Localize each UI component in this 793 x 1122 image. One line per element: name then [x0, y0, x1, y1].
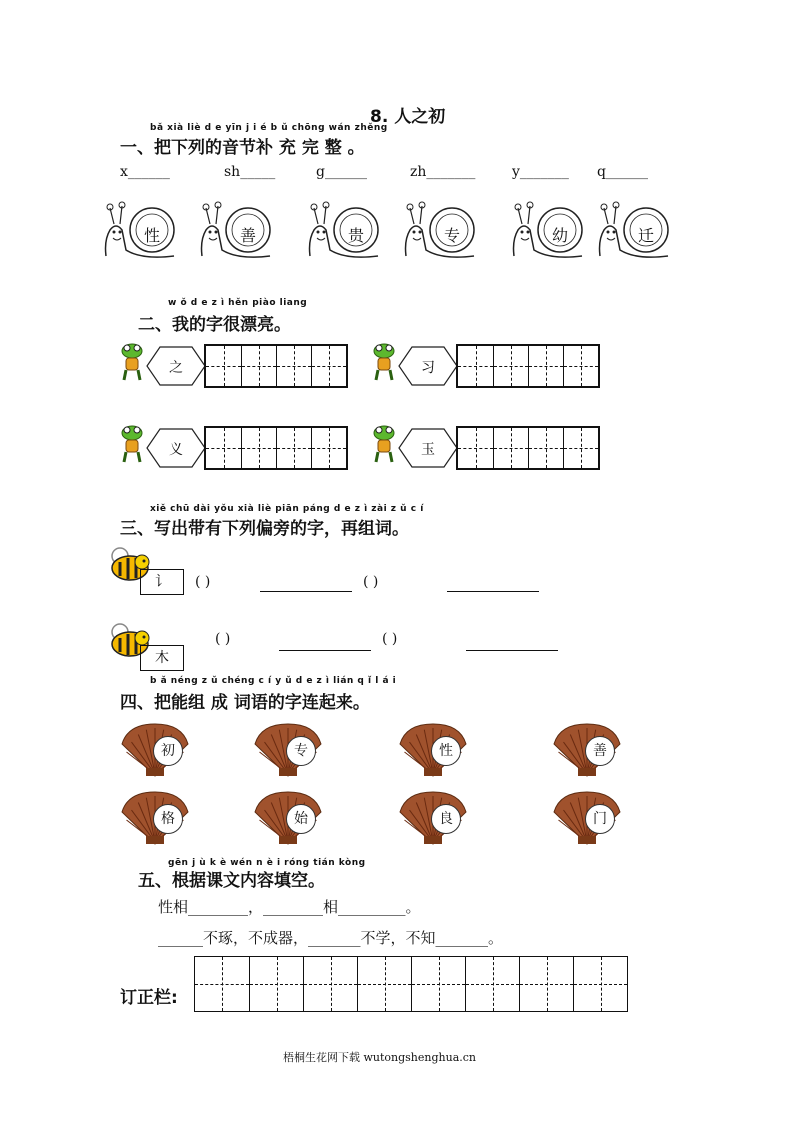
hexagon-char-box — [398, 346, 458, 390]
snail-char: 迁 — [637, 226, 654, 245]
answer-line[interactable] — [466, 649, 558, 651]
hexagon-char: 习 — [421, 360, 435, 376]
answer-line[interactable] — [279, 649, 371, 651]
hexagon-char: 义 — [169, 442, 183, 458]
hexagon-char-box — [146, 346, 206, 390]
writing-grid[interactable] — [204, 344, 348, 388]
shell-char: 良 — [431, 804, 461, 834]
shell-icon[interactable] — [253, 790, 323, 846]
blank-g[interactable]: g______ — [316, 164, 367, 180]
shell-char: 初 — [153, 736, 183, 766]
paren-1[interactable]: ( ) — [195, 574, 211, 590]
frog-icon — [120, 342, 144, 386]
snail-char: 性 — [143, 226, 160, 245]
section4-pinyin: b ǎ néng z ǔ chéng c í y ǔ d e z ì lián q ǐ l á i — [150, 676, 397, 686]
snail-icon — [198, 200, 272, 262]
snail-char: 专 — [443, 226, 460, 245]
snail-icon — [596, 200, 670, 262]
radical-box-yan: 讠 — [140, 569, 184, 595]
shell-icon[interactable] — [120, 790, 190, 846]
radical-box-mu: 木 — [140, 645, 184, 671]
hexagon-char-box — [398, 428, 458, 472]
paren-4[interactable]: ( ) — [382, 631, 398, 647]
fill-line-1[interactable]: 性相________，________相_________。 — [158, 898, 421, 916]
section3-pinyin: xiě chū dài yǒu xià liè piān páng d e z ì zài z ǔ c í — [150, 504, 424, 514]
correction-label: 订正栏: — [120, 988, 178, 1008]
shell-char: 始 — [286, 804, 316, 834]
section3-heading: 三、写出带有下列偏旁的字，再组词。 — [120, 519, 409, 539]
writing-grid[interactable] — [204, 426, 348, 470]
shell-char: 专 — [286, 736, 316, 766]
shell-char: 门 — [585, 804, 615, 834]
answer-line[interactable] — [260, 590, 352, 592]
section5-heading: 五、根据课文内容填空。 — [138, 871, 325, 891]
answer-line[interactable] — [447, 590, 539, 592]
writing-grid[interactable] — [456, 344, 600, 388]
blank-q[interactable]: q______ — [597, 164, 648, 180]
snail-icon — [306, 200, 380, 262]
footer-text: 梧桐生花网下载 wutongshenghua.cn — [283, 1051, 476, 1064]
shell-icon[interactable] — [398, 790, 468, 846]
blank-zh[interactable]: zh_______ — [410, 164, 476, 180]
section2-pinyin: w ǒ d e z ì hěn piào liang — [168, 298, 308, 308]
blank-sh[interactable]: sh_____ — [224, 164, 276, 180]
snail-icon — [102, 200, 176, 262]
blank-x[interactable]: x______ — [120, 164, 170, 180]
section2-heading: 二、我的字很漂亮。 — [138, 315, 291, 335]
frog-icon — [120, 424, 144, 468]
shell-icon[interactable] — [552, 790, 622, 846]
shell-icon[interactable] — [253, 722, 323, 778]
shell-char: 善 — [585, 736, 615, 766]
hexagon-char: 之 — [169, 360, 183, 376]
page-title: 8. 人之初 — [370, 107, 446, 127]
frog-icon — [372, 424, 396, 468]
section5-pinyin: gēn j ù k è wén n è i róng tián kòng — [168, 858, 366, 868]
hexagon-char-box — [146, 428, 206, 472]
blank-y[interactable]: y_______ — [512, 164, 569, 180]
hexagon-char: 玉 — [421, 442, 435, 458]
snail-icon — [402, 200, 476, 262]
correction-grid[interactable] — [194, 956, 628, 1012]
frog-icon — [372, 342, 396, 386]
shell-char: 格 — [153, 804, 183, 834]
shell-icon[interactable] — [398, 722, 468, 778]
snail-char: 幼 — [551, 226, 568, 245]
writing-grid[interactable] — [456, 426, 600, 470]
snail-icon — [510, 200, 584, 262]
section4-heading: 四、把能组 成 词语的字连起来。 — [120, 693, 370, 713]
shell-icon[interactable] — [120, 722, 190, 778]
shell-char: 性 — [431, 736, 461, 766]
snail-char: 贵 — [347, 226, 364, 245]
section1-heading: 一、把下列的音节补 充 完 整 。 — [120, 138, 365, 158]
shell-icon[interactable] — [552, 722, 622, 778]
snail-char: 善 — [239, 226, 256, 245]
fill-line-2[interactable]: ______不琢，不成器，_______不学，不知_______。 — [158, 929, 504, 947]
section1-pinyin: bǎ xià liè d e yīn j i é b ǔ chōng wán zhěng — [150, 123, 388, 133]
paren-2[interactable]: ( ) — [363, 574, 379, 590]
paren-3[interactable]: ( ) — [215, 631, 231, 647]
